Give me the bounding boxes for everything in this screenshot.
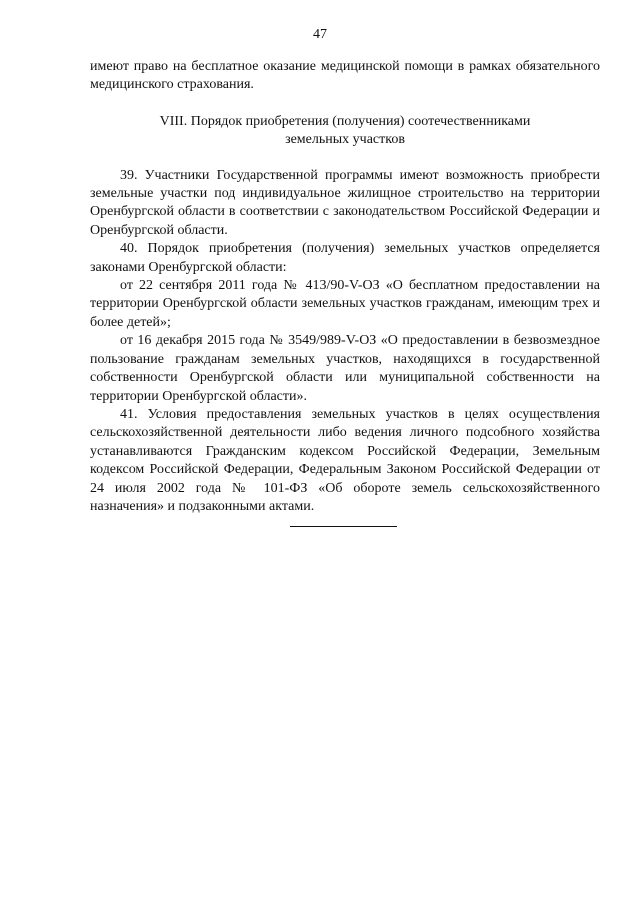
document-body bbox=[90, 58, 600, 516]
intro-paragraph: имеют право на бесплатное оказание медицинской помощи в рамках обязательного медицинского страхования. bbox=[90, 59, 600, 93]
page-number: 47 bbox=[313, 27, 327, 42]
section-title-line-2: земельных участков bbox=[285, 132, 405, 148]
section-title-line-1: VIII. Порядок приобретения (получения) соотечественниками bbox=[159, 113, 531, 129]
section-title bbox=[90, 113, 600, 150]
paragraph-39: 39. Участники Государственной программы имеют возможность приобрести земельные участки под индивидуальное жилищное строительство на территории Оренбургской области в соответствии с законодательством Российской Федерации и Оренбургской области. bbox=[90, 167, 600, 238]
paragraph-40: 40. Порядок приобретения (получения) земельных участков определяется законами Оренбургской области: bbox=[90, 241, 600, 275]
law-item-3549-989: от 16 декабря 2015 года № 3549/989-V-ОЗ «О предоставлении в безвозмездное пользование гражданам земельных участков, находящихся в государственной собственности Оренбургской области или муниципальной собственности на территории Оренбургской области». bbox=[90, 333, 600, 404]
end-divider-line bbox=[290, 526, 397, 527]
paragraph-41: 41. Условия предоставления земельных участков в целях осуществления сельскохозяйственной деятельности либо ведения личного подсобного хозяйства устанавливаются Гражданским кодексом Российской Федерации, Земельным кодексом Российской Федерации, Федеральным Законом Российской Федерации от 24 июля 2002 года № 101-ФЗ «Об обороте земель сельскохозяйственного назначения» и подзаконными актами. bbox=[90, 406, 600, 514]
law-item-413-90: от 22 сентября 2011 года № 413/90-V-ОЗ «О бесплатном предоставлении на территории Оренбургской области земельных участков гражданам, имеющим трех и более детей»; bbox=[90, 278, 600, 330]
